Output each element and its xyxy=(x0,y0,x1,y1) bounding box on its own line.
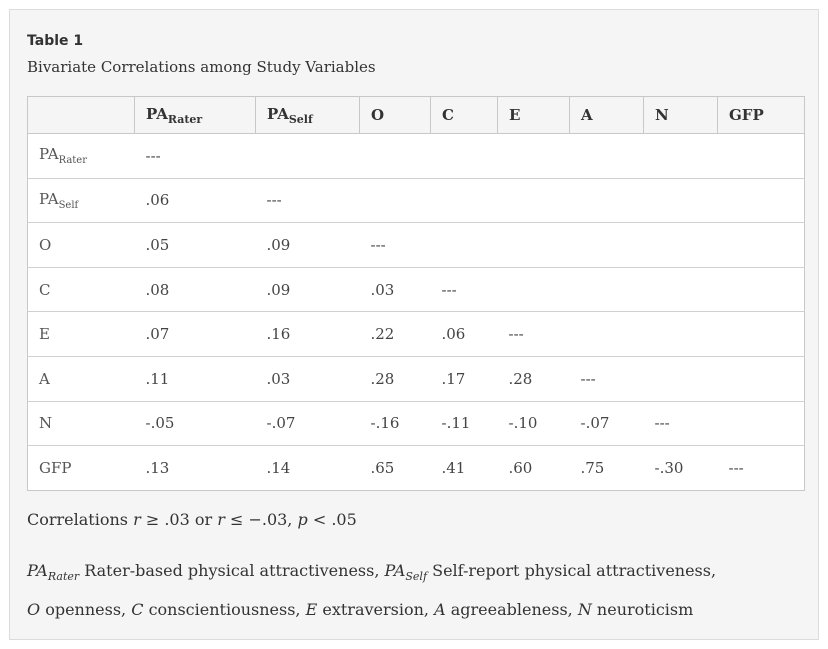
column-header xyxy=(135,97,256,134)
table-cell: -.10 xyxy=(498,401,570,446)
table-cell: --- xyxy=(431,267,498,312)
table-cell: .09 xyxy=(256,267,360,312)
label-base: PA xyxy=(384,561,406,580)
label-base: N xyxy=(39,414,53,433)
label-base: E xyxy=(39,325,50,344)
table-figure xyxy=(9,9,819,640)
table-title: Bivariate Correlations among Study Variables xyxy=(27,58,376,76)
column-header xyxy=(360,97,431,134)
table-cell: .03 xyxy=(360,267,431,312)
table-cell xyxy=(644,356,718,401)
abbreviation-term xyxy=(306,600,318,619)
table-cell xyxy=(431,178,498,223)
table-cell xyxy=(256,134,360,179)
table-cell xyxy=(644,267,718,312)
table-cell: --- xyxy=(644,401,718,446)
table-cell: .22 xyxy=(360,312,431,357)
label-base: C xyxy=(131,600,144,619)
table-cell xyxy=(570,223,644,268)
table-row xyxy=(28,178,805,223)
table-cell: .75 xyxy=(570,446,644,491)
label-subscript: Rater xyxy=(58,155,87,167)
table-row xyxy=(28,312,805,357)
table-body xyxy=(28,134,805,491)
significance-note xyxy=(27,510,357,529)
label-base: E xyxy=(509,106,521,124)
table-cell xyxy=(360,134,431,179)
abbreviation-description: conscientiousness, xyxy=(143,600,306,619)
table-row xyxy=(28,134,805,179)
table-cell: --- xyxy=(498,312,570,357)
label-base: PA xyxy=(39,145,59,164)
table-header-row xyxy=(28,97,805,134)
note-text: < .05 xyxy=(307,510,357,529)
row-header xyxy=(28,223,135,268)
table-cell xyxy=(718,401,805,446)
abbreviation-description: extraversion, xyxy=(317,600,435,619)
abbreviation-description: openness, xyxy=(40,600,132,619)
table-cell: -.05 xyxy=(135,401,256,446)
table-cell: .05 xyxy=(135,223,256,268)
label-base: O xyxy=(39,235,52,254)
label-base: GFP xyxy=(729,106,764,124)
abbreviation-description: Self-report physical attractiveness, xyxy=(427,561,717,580)
label-base: PA xyxy=(267,104,289,123)
table-cell: .16 xyxy=(256,312,360,357)
header-corner-cell xyxy=(28,97,135,134)
table-cell xyxy=(718,356,805,401)
table-cell: .60 xyxy=(498,446,570,491)
note-symbol: r xyxy=(217,510,225,529)
label-base: N xyxy=(577,600,592,619)
label-subscript: Self xyxy=(288,112,313,126)
abbreviation-term xyxy=(578,600,592,619)
column-header xyxy=(431,97,498,134)
table-cell xyxy=(570,312,644,357)
row-header xyxy=(28,356,135,401)
table-cell xyxy=(498,134,570,179)
table-cell xyxy=(718,312,805,357)
table-cell xyxy=(431,223,498,268)
abbreviation-term xyxy=(27,561,80,583)
row-header xyxy=(28,312,135,357)
table-cell: --- xyxy=(256,178,360,223)
row-header xyxy=(28,134,135,179)
table-cell xyxy=(718,223,805,268)
column-header xyxy=(644,97,718,134)
column-header xyxy=(718,97,805,134)
label-base: A xyxy=(39,369,50,388)
column-header xyxy=(570,97,644,134)
table-row xyxy=(28,446,805,491)
table-cell: -.11 xyxy=(431,401,498,446)
table-cell xyxy=(570,134,644,179)
label-subscript: Self xyxy=(58,199,79,211)
table-cell xyxy=(498,223,570,268)
label-subscript: Rater xyxy=(47,570,80,583)
note-text: Correlations xyxy=(27,510,134,529)
label-base: A xyxy=(581,106,593,124)
abbreviation-description: neuroticism xyxy=(591,600,694,619)
note-text: ≤ −.03, xyxy=(224,510,298,529)
label-base: C xyxy=(442,106,454,124)
note-symbol: r xyxy=(133,510,141,529)
row-header xyxy=(28,446,135,491)
table-cell: .06 xyxy=(135,178,256,223)
abbreviation-term xyxy=(27,600,40,619)
table-cell: .07 xyxy=(135,312,256,357)
column-header xyxy=(256,97,360,134)
abbreviation-term xyxy=(384,561,428,583)
table-row xyxy=(28,401,805,446)
table-cell xyxy=(718,267,805,312)
table-row xyxy=(28,223,805,268)
table-cell: -.07 xyxy=(256,401,360,446)
table-cell: .28 xyxy=(498,356,570,401)
abbreviation-term xyxy=(131,600,143,619)
label-subscript: Self xyxy=(405,570,428,583)
row-header xyxy=(28,401,135,446)
label-base: GFP xyxy=(39,458,72,477)
table-cell xyxy=(431,134,498,179)
table-cell xyxy=(718,134,805,179)
note-symbol: p xyxy=(297,510,308,529)
label-base: PA xyxy=(146,104,168,123)
table-cell xyxy=(718,178,805,223)
table-cell: --- xyxy=(360,223,431,268)
label-base: E xyxy=(305,600,318,619)
column-header xyxy=(498,97,570,134)
label-base: PA xyxy=(39,189,59,208)
table-cell: .41 xyxy=(431,446,498,491)
table-cell: .08 xyxy=(135,267,256,312)
abbreviation-description: Rater-based physical attractiveness, xyxy=(79,561,385,580)
abbreviation-description: agreeableness, xyxy=(445,600,578,619)
table-row xyxy=(28,356,805,401)
table-cell xyxy=(498,178,570,223)
table-label: Table 1 xyxy=(27,33,84,49)
table-cell xyxy=(360,178,431,223)
table-cell xyxy=(644,223,718,268)
table-cell: .28 xyxy=(360,356,431,401)
row-header xyxy=(28,178,135,223)
table-cell: .03 xyxy=(256,356,360,401)
table-cell xyxy=(570,267,644,312)
abbreviation-term xyxy=(434,600,446,619)
table-cell: --- xyxy=(718,446,805,491)
table-cell: .65 xyxy=(360,446,431,491)
table-cell xyxy=(644,178,718,223)
label-base: C xyxy=(39,280,51,299)
table-cell: -.30 xyxy=(644,446,718,491)
table-cell: -.16 xyxy=(360,401,431,446)
table-cell: --- xyxy=(135,134,256,179)
row-header xyxy=(28,267,135,312)
label-base: A xyxy=(434,600,446,619)
table-cell xyxy=(644,312,718,357)
table-cell xyxy=(570,178,644,223)
table-cell: .13 xyxy=(135,446,256,491)
label-subscript: Rater xyxy=(167,112,203,126)
table-cell: -.07 xyxy=(570,401,644,446)
table-cell xyxy=(644,134,718,179)
table-cell: .11 xyxy=(135,356,256,401)
abbreviation-note xyxy=(27,554,817,626)
label-base: N xyxy=(655,106,669,124)
table-cell: .09 xyxy=(256,223,360,268)
correlation-table xyxy=(27,96,805,491)
label-base: O xyxy=(27,600,41,619)
table-cell: .14 xyxy=(256,446,360,491)
label-base: O xyxy=(371,106,385,124)
table-cell: --- xyxy=(570,356,644,401)
table-row xyxy=(28,267,805,312)
table-cell: .06 xyxy=(431,312,498,357)
note-text: ≥ .03 or xyxy=(140,510,218,529)
label-base: PA xyxy=(27,561,48,580)
table-cell xyxy=(498,267,570,312)
table-cell: .17 xyxy=(431,356,498,401)
